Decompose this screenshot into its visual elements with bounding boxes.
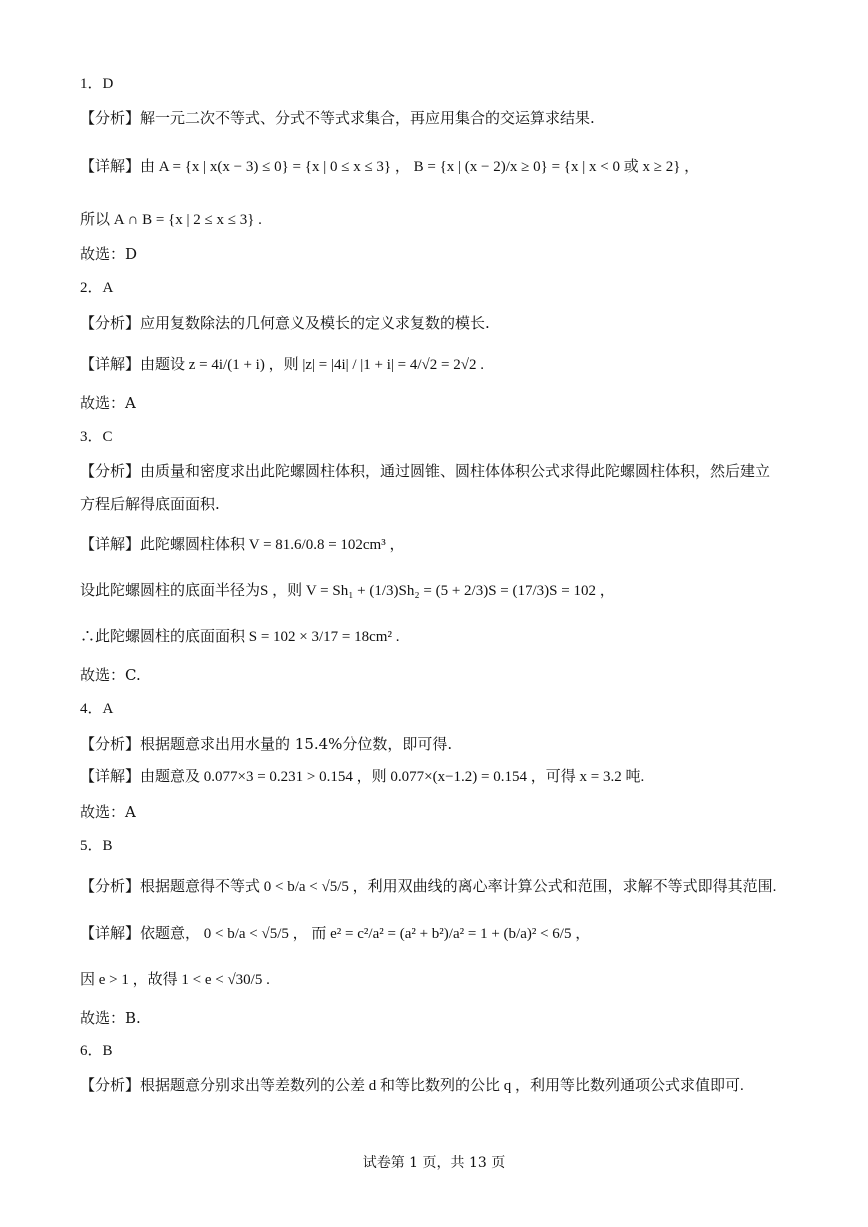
q3-answer: 3．C — [80, 429, 113, 445]
q5-analysis: 【分析】根据题意得不等式 0 < b/a < √5/5 ，利用双曲线的离心率计算公式和范围，求解不等式即得其范围. — [80, 879, 777, 895]
q1-choice: 故选：D — [80, 245, 138, 263]
q4-choice: 故选：A — [80, 803, 136, 821]
q6-answer: 6．B — [80, 1043, 113, 1059]
q5-detail: 【详解】依题意， 0 < b/a < √5/5 ， 而 e² = c²/a² = (a² + b²)/a² = 1 + (b/a)² < 6/5 ， — [80, 926, 591, 942]
q4-answer: 4．A — [80, 701, 114, 717]
q1-detail: 【详解】由 A = {x | x(x − 3) ≤ 0} = {x | 0 ≤ x ≤ 3} ， B = {x | (x − 2)/x ≥ 0} = {x | x < 0 或 x ≥ 2} ， — [80, 159, 700, 175]
q2-answer: 2．A — [80, 280, 114, 296]
q3-detail-2: 设此陀螺圆柱的底面半径为S ，则 V = Sh₁ + (1/3)Sh₂ = (5 + 2/3)S = (17/3)S = 102 ， — [80, 583, 615, 599]
q3-analysis-2: 方程后解得底面面积. — [80, 495, 220, 513]
q1-answer: 1．D — [80, 76, 114, 92]
q3-analysis: 【分析】由质量和密度求出此陀螺圆柱体积，通过圆锥、圆柱体体积公式求得此陀螺圆柱体积，然后建立 — [80, 462, 771, 480]
q6-analysis: 【分析】根据题意分别求出等差数列的公差 d 和等比数列的公比 q ，利用等比数列通项公式求值即可. — [80, 1078, 744, 1094]
q1-detail-2: 所以 A ∩ B = {x | 2 ≤ x ≤ 3} . — [80, 212, 262, 228]
q5-choice: 故选：B. — [80, 1009, 141, 1027]
q5-answer: 5．B — [80, 838, 113, 854]
q3-detail: 【详解】此陀螺圆柱体积 V = 81.6/0.8 = 102cm³ ， — [80, 537, 405, 553]
q4-analysis: 【分析】根据题意求出用水量的 15.4%分位数，即可得. — [80, 735, 453, 753]
q3-detail-3: ∴此陀螺圆柱的底面面积 S = 102 × 3/17 = 18cm² . — [80, 629, 400, 645]
q3-choice: 故选：C. — [80, 666, 141, 684]
q2-choice: 故选：A — [80, 394, 136, 412]
q2-detail: 【详解】由题设 z = 4i/(1 + i) ，则 |z| = |4i| / |1 + i| = 4/√2 = 2√2 . — [80, 357, 484, 373]
page-footer: 试卷第 1 页，共 13 页 — [362, 1155, 506, 1171]
q2-analysis: 【分析】应用复数除法的几何意义及模长的定义求复数的模长. — [80, 314, 490, 332]
q5-detail-2: 因 e > 1 ，故得 1 < e < √30/5 . — [80, 972, 270, 988]
q4-detail: 【详解】由题意及 0.077×3 = 0.231 > 0.154 ，则 0.077×(x−1.2) = 0.154 ，可得 x = 3.2 吨. — [80, 769, 645, 785]
q1-analysis: 【分析】解一元二次不等式、分式不等式求集合，再应用集合的交运算求结果. — [80, 109, 595, 127]
